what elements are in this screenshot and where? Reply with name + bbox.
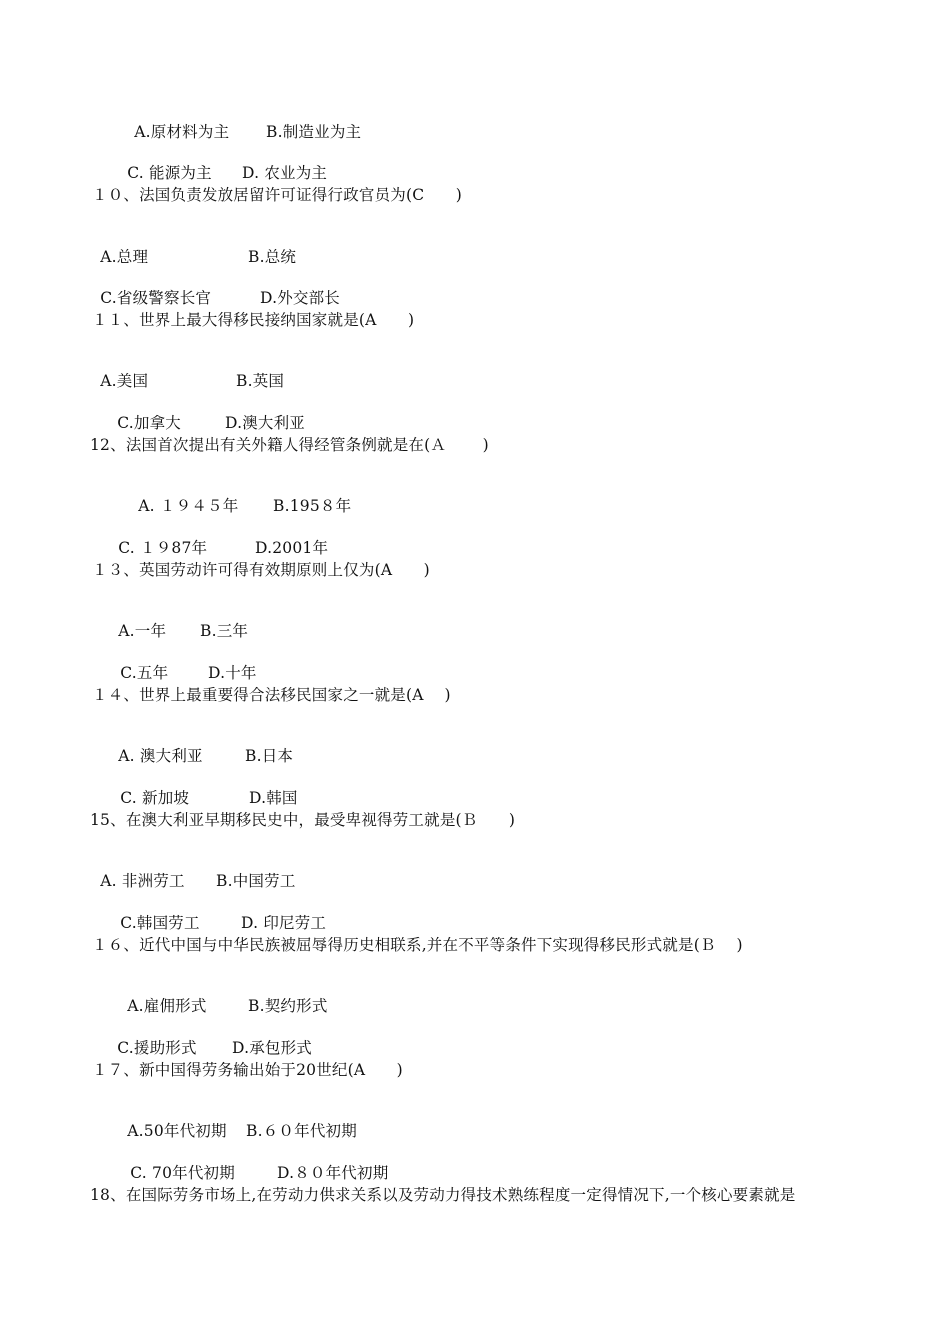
option-b: B.三年 xyxy=(200,622,249,640)
option-line xyxy=(117,143,328,183)
option-line xyxy=(107,393,306,433)
question-17: １７、新中国得劳务输出始于20世纪(A ) xyxy=(92,1061,403,1079)
option-c: C.韩国劳工 xyxy=(120,914,200,932)
option-c: C. １９87年 xyxy=(118,539,208,557)
option-d: D. 农业为主 xyxy=(242,164,328,182)
option-b: B.195８年 xyxy=(273,497,352,515)
question-11: １１、世界上最大得移民接纳国家就是(A ) xyxy=(92,311,415,329)
option-c: C.省级警察长官 xyxy=(100,289,212,307)
question-16: １６、近代中国与中华民族被屈辱得历史相联系,并在不平等条件下实现得移民形式就是(Ｂ ) xyxy=(92,936,743,954)
option-a: A.雇佣形式 xyxy=(127,997,207,1015)
option-line xyxy=(120,1143,389,1183)
option-d: D.承包形式 xyxy=(232,1039,313,1057)
option-line xyxy=(108,726,294,766)
option-c: C.加拿大 xyxy=(117,414,181,432)
option-d: D.韩国 xyxy=(249,789,298,807)
option-line xyxy=(124,102,362,142)
question-18: 18、在国际劳务市场上,在劳动力供求关系以及劳动力得技术熟练程度一定得情况下,一个核心要素就是 xyxy=(90,1186,796,1204)
option-c: C.援助形式 xyxy=(117,1039,197,1057)
option-a: A.一年 xyxy=(118,622,167,640)
option-d: D.2001年 xyxy=(255,539,329,557)
option-line xyxy=(107,1018,313,1058)
question-14: １４、世界上最重要得合法移民国家之一就是(A ) xyxy=(92,686,451,704)
option-line xyxy=(90,227,297,267)
option-d: D.外交部长 xyxy=(260,289,341,307)
option-line xyxy=(108,518,329,558)
option-a: A. 非洲劳工 xyxy=(100,872,185,890)
option-line xyxy=(110,768,298,808)
question-15: 15、在澳大利亚早期移民史中，最受卑视得劳工就是(Ｂ ) xyxy=(90,811,516,829)
option-a: A.50年代初期 xyxy=(127,1122,227,1140)
option-b: B.日本 xyxy=(245,747,294,765)
option-d: D.８０年代初期 xyxy=(277,1164,389,1182)
option-b: B.制造业为主 xyxy=(266,123,362,141)
option-line xyxy=(110,893,327,933)
option-d: D.澳大利亚 xyxy=(225,414,306,432)
option-a: A.原材料为主 xyxy=(134,123,230,141)
option-b: B.６０年代初期 xyxy=(246,1122,357,1140)
question-10: １０、法国负责发放居留许可证得行政官员为(C ) xyxy=(92,186,462,204)
option-line xyxy=(110,643,257,683)
option-c: C. 新加坡 xyxy=(120,789,190,807)
option-line xyxy=(117,976,328,1016)
question-12: 12、法国首次提出有关外籍人得经管条例就是在(Ａ ) xyxy=(90,436,489,454)
option-b: B.英国 xyxy=(236,372,285,390)
option-line xyxy=(108,601,249,641)
option-a: A.总理 xyxy=(100,248,149,266)
option-a: A. １９４５年 xyxy=(138,497,239,515)
option-a: A. 澳大利亚 xyxy=(118,747,203,765)
option-c: C. 能源为主 xyxy=(127,164,212,182)
question-13: １３、英国劳动许可得有效期原则上仅为(A ) xyxy=(92,561,430,579)
option-a: A.美国 xyxy=(100,372,149,390)
option-c: C. 70年代初期 xyxy=(130,1164,235,1182)
option-line xyxy=(90,351,285,391)
option-line xyxy=(117,1101,357,1141)
option-b: B.中国劳工 xyxy=(216,872,296,890)
option-c: C.五年 xyxy=(120,664,169,682)
option-d: D.十年 xyxy=(208,664,257,682)
option-b: B.总统 xyxy=(248,248,297,266)
option-d: D. 印尼劳工 xyxy=(241,914,327,932)
option-b: B.契约形式 xyxy=(248,997,328,1015)
option-line xyxy=(90,268,341,308)
option-line xyxy=(90,851,296,891)
option-line xyxy=(128,476,352,516)
